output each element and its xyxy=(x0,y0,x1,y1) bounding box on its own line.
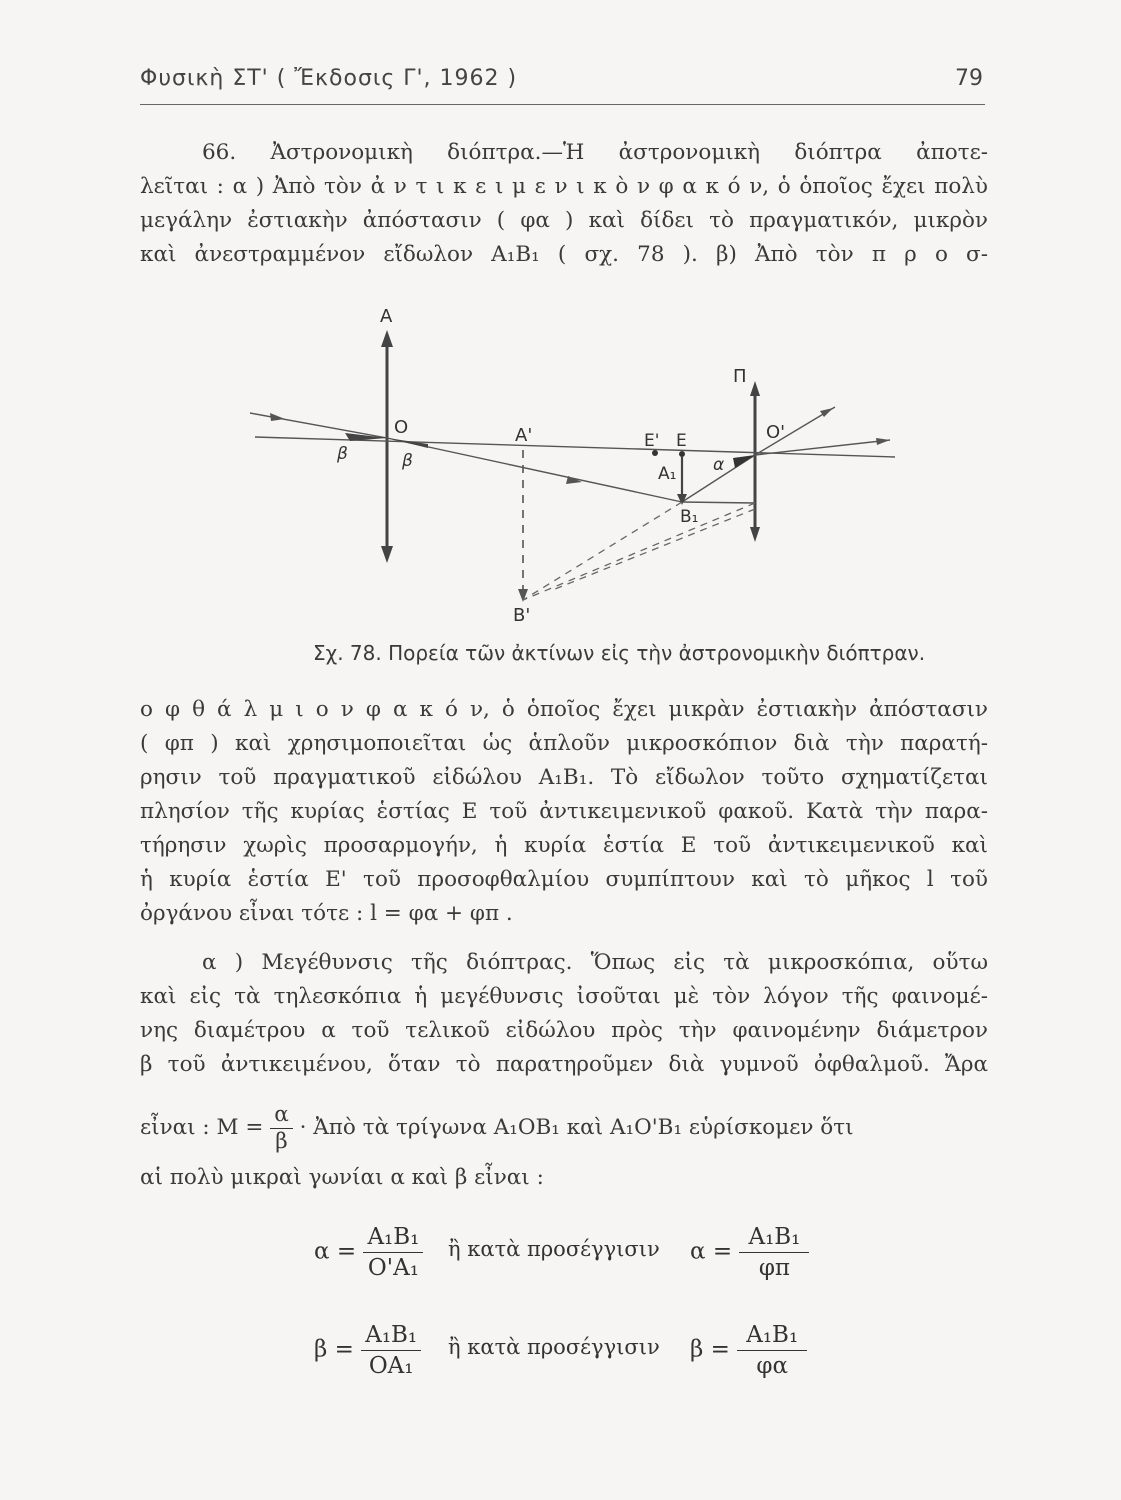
label-eprime: Ε' xyxy=(644,431,660,451)
label-alpha: α xyxy=(713,455,725,475)
alpha-rhs: α = xyxy=(690,1238,733,1265)
text-line: λεῖται : α ) Ἀπὸ τὸν ἀ ν τ ι κ ε ι μ ε ν ι κ ὸ ν φ α κ ό ν, ὁ ὁποῖος ἔχει πολὺ xyxy=(140,174,988,199)
beta-fraction xyxy=(361,1320,421,1381)
astronomical-telescope-diagram xyxy=(230,295,930,635)
page-number: 79 xyxy=(955,66,983,91)
eyepiece-bottom-arrow xyxy=(750,527,760,542)
m-fraction xyxy=(270,1102,293,1155)
backward-extension xyxy=(550,509,755,591)
text-line: ἡ κυρία ἑστία Ε' τοῦ προσοφθαλμίου συμπίπτουν καὶ τὸ μῆκος l τοῦ xyxy=(140,867,988,892)
backward-extension xyxy=(523,502,682,600)
beta-rhs: β = xyxy=(690,1336,730,1363)
formula-beta-approx xyxy=(690,1320,807,1381)
beta-numerator-approx: A₁B₁ xyxy=(746,1322,799,1348)
text-line: ( φπ ) καὶ χρησιμοποιεῖται ὡς ἁπλοῦν μικροσκόπιον διὰ τὴν παρατή- xyxy=(140,731,988,756)
formula-beta-exact xyxy=(314,1320,421,1381)
text-line: ο φ θ ά λ μ ι ο ν φ α κ ό ν, ὁ ὁποῖος ἔχει μικρὰν ἐστιακὴν ἀπόστασιν xyxy=(140,697,988,722)
section-66-paragraph xyxy=(140,136,988,272)
magnification-formula-line xyxy=(140,1098,988,1158)
text-line: β τοῦ ἀντικειμένου, ὅταν τὸ παρατηροῦμεν διὰ γυμνοῦ ὀφθαλμοῦ. Ἄρα xyxy=(140,1052,988,1077)
label-pi: Π xyxy=(733,366,747,387)
text-line: νης διαμέτρου α τοῦ τελικοῦ εἰδώλου πρὸς τὴν φαινομένην διάμετρον xyxy=(140,1018,988,1043)
ray-to-eyepiece xyxy=(682,502,755,503)
text-line: τήρησιν χωρὶς προσαρμογήν, ἡ κυρία ἑστία Ε τοῦ ἀντικειμενικοῦ καὶ xyxy=(140,833,988,858)
label-aprime: Α' xyxy=(515,425,533,446)
label-beta-left: β xyxy=(337,444,348,464)
formula-alpha-exact xyxy=(314,1222,423,1283)
eyepiece-paragraph xyxy=(140,693,988,931)
angles-intro xyxy=(140,1161,988,1195)
m-prefix: εἶναι : M = xyxy=(140,1115,264,1140)
alpha-numerator-approx: A₁B₁ xyxy=(748,1224,801,1250)
m-denominator: β xyxy=(270,1128,293,1155)
label-oprime: Ο' xyxy=(766,422,786,443)
text-line: πλησίον τῆς κυρίας ἑστίας Ε τοῦ ἀντικειμενικοῦ φακοῦ. Κατὰ τὴν παρα- xyxy=(140,799,988,824)
alpha-denominator-approx: φπ xyxy=(739,1252,809,1283)
alpha-numerator: A₁B₁ xyxy=(367,1224,420,1250)
focal-point-e xyxy=(679,451,685,457)
ray-to-image xyxy=(387,438,682,502)
text-line: ὀργάνου εἶναι τότε : l = φα + φπ . xyxy=(140,901,513,926)
m-suffix: · Ἀπὸ τὰ τρίγωνα A₁OB₁ καὶ A₁O'B₁ εὑρίσκομεν ὅτι xyxy=(299,1115,854,1140)
beta-denominator: OA₁ xyxy=(361,1350,421,1381)
alpha-fraction xyxy=(363,1222,423,1283)
header-rule xyxy=(140,104,985,105)
magnification-paragraph xyxy=(140,946,988,1082)
running-header-title: Φυσικὴ ΣΤ' ( Ἔκδοσις Γ', 1962 ) xyxy=(140,66,518,91)
label-a: Α xyxy=(380,306,393,327)
angle-alpha xyxy=(733,455,755,468)
beta-lhs: β = xyxy=(314,1336,354,1363)
label-a1: Α₁ xyxy=(658,464,677,484)
approx-text-beta: ἢ κατὰ προσέγγισιν xyxy=(448,1335,660,1359)
label-b1: Β₁ xyxy=(680,507,699,527)
alpha-fraction-approx xyxy=(739,1222,809,1283)
label-o: Ο xyxy=(394,417,409,438)
text-line: καὶ εἰς τὰ τηλεσκόπια ἡ μεγέθυνσις ἰσοῦται μὲ τὸν λόγον τῆς φαινομέ- xyxy=(140,984,988,1009)
label-bprime: Β' xyxy=(513,605,531,626)
label-beta-right: β xyxy=(402,451,413,471)
text-line: καὶ ἀνεστραμμένον εἴδωλον A₁B₁ ( σχ. 78 ). β) Ἀπὸ τὸν π ρ ο σ- xyxy=(140,242,988,267)
text-line: 66. Ἀστρονομικὴ διόπτρα.—Ἡ ἀστρονομικὴ διόπτρα ἀποτε- xyxy=(202,140,988,165)
text-line: α ) Μεγέθυνσις τῆς διόπτρας. Ὅπως εἰς τὰ μικροσκόπια, οὕτω xyxy=(202,950,988,975)
beta-numerator: A₁B₁ xyxy=(365,1322,418,1348)
text-line: αἱ πολὺ μικραὶ γωνίαι α καὶ β εἶναι : xyxy=(140,1165,544,1190)
ray-arrow xyxy=(876,438,890,445)
virtual-image-arrow xyxy=(518,589,528,602)
approx-text-alpha: ἢ κατὰ προσέγγισιν xyxy=(448,1237,660,1261)
beta-fraction-approx xyxy=(737,1320,807,1381)
alpha-denominator: O'A₁ xyxy=(363,1252,423,1283)
beta-denominator-approx: φα xyxy=(737,1350,807,1381)
ray-arrow xyxy=(270,413,285,421)
formula-alpha-approx xyxy=(690,1222,809,1283)
objective-bottom-arrow xyxy=(381,546,393,563)
backward-extension xyxy=(523,503,755,600)
alpha-lhs: α = xyxy=(314,1238,357,1265)
m-numerator: α xyxy=(274,1101,289,1127)
label-e: Ε xyxy=(676,431,687,451)
objective-top-arrow xyxy=(381,330,393,347)
text-line: μεγάλην ἐστιακὴν ἀπόστασιν ( φα ) καὶ δίδει τὸ πραγματικόν, μικρὸν xyxy=(140,208,988,233)
text-line: ρησιν τοῦ πραγματικοῦ εἰδώλου A₁B₁. Τὸ εἴδωλον τοῦτο σχηματίζεται xyxy=(140,765,988,790)
ray-arrow xyxy=(820,408,833,417)
eyepiece-top-arrow xyxy=(750,381,760,396)
figure-caption: Σχ. 78. Πορεία τῶν ἀκτίνων εἰς τὴν ἀστρονομικὴν διόπτραν. xyxy=(313,641,926,665)
